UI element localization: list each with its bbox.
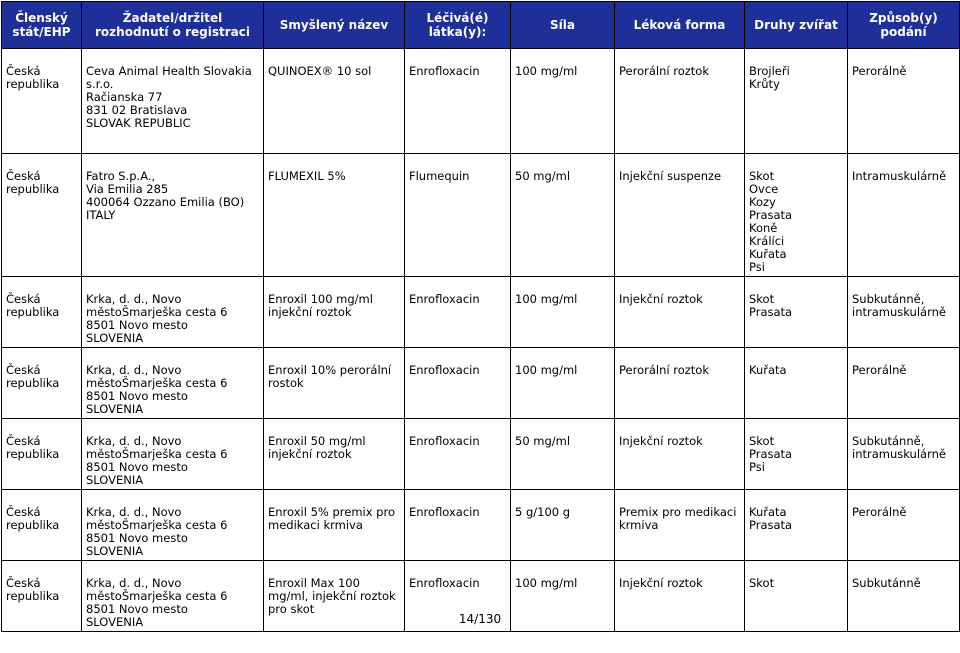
invented-name-cell: Enroxil 100 mg/ml injekční roztok — [264, 277, 405, 348]
holder-cell: Fatro S.p.A., Via Emilia 285 400064 Ozzano Emilia (BO) ITALY — [82, 154, 264, 277]
strength-cell: 100 mg/ml — [511, 277, 615, 348]
header-member-state: Členský stát/EHP — [2, 2, 82, 49]
pharmaceutical-form-cell: Injekční roztok — [615, 561, 745, 632]
holder-cell: Krka, d. d., Novo městoŠmarješka cesta 6 8501 Novo mesto SLOVENIA — [82, 348, 264, 419]
member-state-cell: Česká republika — [2, 348, 82, 419]
strength-cell: 50 mg/ml — [511, 154, 615, 277]
member-state-cell: Česká republika — [2, 490, 82, 561]
member-state-cell: Česká republika — [2, 49, 82, 154]
table-row — [2, 154, 960, 277]
member-state-cell: Česká republika — [2, 561, 82, 632]
invented-name-cell: Enroxil 50 mg/ml injekční roztok — [264, 419, 405, 490]
strength-cell: 100 mg/ml — [511, 348, 615, 419]
table-row — [2, 49, 960, 154]
strength-cell: 5 g/100 g — [511, 490, 615, 561]
holder-cell: Ceva Animal Health Slovakia s.r.o. Račianska 77 831 02 Bratislava SLOVAK REPUBLIC — [82, 49, 264, 154]
active-substance-cell: Enrofloxacin — [405, 348, 511, 419]
pharmaceutical-form-cell: Perorální roztok — [615, 348, 745, 419]
route-cell: Intramuskulárně — [848, 154, 960, 277]
animal-species-cell: Brojleři Krůty — [745, 49, 848, 154]
header-active-substance: Léčivá(é) látka(y): — [405, 2, 511, 49]
invented-name-cell: Enroxil Max 100 mg/ml, injekční roztok pro skot — [264, 561, 405, 632]
animal-species-cell: Skot Prasata — [745, 277, 848, 348]
active-substance-cell: Enrofloxacin — [405, 49, 511, 154]
pharmaceutical-form-cell: Perorální roztok — [615, 49, 745, 154]
header-strength: Síla — [511, 2, 615, 49]
strength-cell: 100 mg/ml — [511, 49, 615, 154]
invented-name-cell: QUINOEX® 10 sol — [264, 49, 405, 154]
table-row — [2, 490, 960, 561]
header-animal-species: Druhy zvířat — [745, 2, 848, 49]
holder-cell: Krka, d. d., Novo městoŠmarješka cesta 6 8501 Novo mesto SLOVENIA — [82, 561, 264, 632]
invented-name-cell: Enroxil 10% perorální rostok — [264, 348, 405, 419]
holder-cell: Krka, d. d., Novo městoŠmarješka cesta 6 8501 Novo mesto SLOVENIA — [82, 277, 264, 348]
registration-table — [1, 1, 960, 632]
pharmaceutical-form-cell: Injekční roztok — [615, 277, 745, 348]
header-invented-name: Smyšlený název — [264, 2, 405, 49]
invented-name-cell: FLUMEXIL 5% — [264, 154, 405, 277]
active-substance-cell: Enrofloxacin — [405, 490, 511, 561]
pharmaceutical-form-cell: Injekční suspenze — [615, 154, 745, 277]
page-number: 14/130 — [458, 612, 502, 626]
holder-cell: Krka, d. d., Novo městoŠmarješka cesta 6 8501 Novo mesto SLOVENIA — [82, 419, 264, 490]
animal-species-cell: Kuřata Prasata — [745, 490, 848, 561]
route-cell: Perorálně — [848, 490, 960, 561]
header-route: Způsob(y) podání — [848, 2, 960, 49]
active-substance-cell: Enrofloxacin — [405, 277, 511, 348]
table-row — [2, 277, 960, 348]
route-cell: Perorálně — [848, 49, 960, 154]
header-holder: Žadatel/držitel rozhodnutí o registraci — [82, 2, 264, 49]
strength-cell: 100 mg/ml — [511, 561, 615, 632]
active-substance-cell: Enrofloxacin — [405, 561, 511, 632]
active-substance-cell: Enrofloxacin — [405, 419, 511, 490]
member-state-cell: Česká republika — [2, 419, 82, 490]
route-cell: Subkutánně — [848, 561, 960, 632]
member-state-cell: Česká republika — [2, 154, 82, 277]
animal-species-cell: Skot — [745, 561, 848, 632]
header-row — [2, 2, 960, 49]
route-cell: Perorálně — [848, 348, 960, 419]
animal-species-cell: Skot Ovce Kozy Prasata Koně Králíci Kuřata Psi — [745, 154, 848, 277]
pharmaceutical-form-cell: Injekční roztok — [615, 419, 745, 490]
animal-species-cell: Kuřata — [745, 348, 848, 419]
member-state-cell: Česká republika — [2, 277, 82, 348]
route-cell: Subkutánně, intramuskulárně — [848, 277, 960, 348]
active-substance-cell: Flumequin — [405, 154, 511, 277]
header-pharmaceutical-form: Léková forma — [615, 2, 745, 49]
route-cell: Subkutánně, intramuskulárně — [848, 419, 960, 490]
animal-species-cell: Skot Prasata Psi — [745, 419, 848, 490]
invented-name-cell: Enroxil 5% premix pro medikaci krmiva — [264, 490, 405, 561]
table-row — [2, 419, 960, 490]
strength-cell: 50 mg/ml — [511, 419, 615, 490]
holder-cell: Krka, d. d., Novo městoŠmarješka cesta 6 8501 Novo mesto SLOVENIA — [82, 490, 264, 561]
table-row — [2, 348, 960, 419]
pharmaceutical-form-cell: Premix pro medikaci krmiva — [615, 490, 745, 561]
